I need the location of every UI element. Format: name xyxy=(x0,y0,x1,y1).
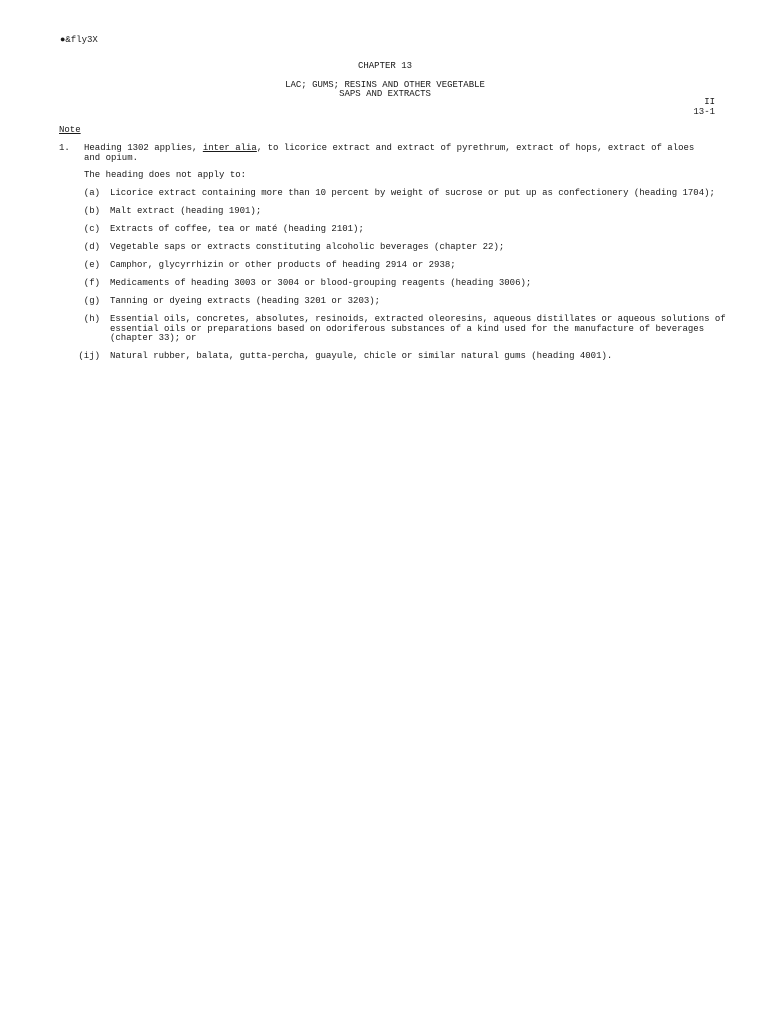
list-item-text: Essential oils, concretes, absolutes, resinoids, extracted oleoresins, aqueous distillates or aqueous solutions of essential oils or preparations based on odoriferous substances of a kind used for the manufacture of beverages (chapter 33); or xyxy=(110,314,726,343)
note-intro: The heading does not apply to: xyxy=(84,170,247,180)
note-number: 1. xyxy=(59,143,70,153)
note-text xyxy=(84,144,714,163)
list-item-label: (ij) xyxy=(78,351,100,361)
list-item-label: (g) xyxy=(83,296,100,306)
note-text-before: Heading 1302 applies, xyxy=(84,143,203,153)
list-item-text: Tanning or dyeing extracts (heading 3201 or 3203); xyxy=(110,296,381,306)
list-item-label: (f) xyxy=(83,278,100,288)
list-item-text: Natural rubber, balata, gutta-percha, guayule, chicle or similar natural gums (heading 4001). xyxy=(110,351,613,361)
note-emphasis: inter alia xyxy=(202,143,257,153)
document-code: ●&fly3X xyxy=(60,35,98,45)
note-heading: Note xyxy=(59,125,81,135)
note-text-after: , to licorice extract and extract of pyrethrum, extract of hops, extract of aloes and opium. xyxy=(84,143,695,163)
chapter-title-line2: SAPS AND EXTRACTS xyxy=(339,89,431,99)
list-item-text: Extracts of coffee, tea or maté (heading 2101); xyxy=(110,224,364,234)
list-item-label: (c) xyxy=(83,224,100,234)
chapter-title-line1: LAC; GUMS; RESINS AND OTHER VEGETABLE xyxy=(285,80,485,90)
list-item-text: Camphor, glycyrrhizin or other products of heading 2914 or 2938; xyxy=(110,260,456,270)
list-item-label: (e) xyxy=(83,260,100,270)
list-item-text: Vegetable saps or extracts constituting alcoholic beverages (chapter 22); xyxy=(110,242,505,252)
list-item-text: Malt extract (heading 1901); xyxy=(110,206,262,216)
list-item-label: (a) xyxy=(83,188,100,198)
chapter-number: CHAPTER 13 xyxy=(357,61,412,71)
list-item-text: Licorice extract containing more than 10 percent by weight of sucrose or put up as confectionery (heading 1704); xyxy=(110,188,715,198)
page-reference: 13-1 xyxy=(693,107,715,117)
list-item-label: (h) xyxy=(83,314,100,324)
section-reference: II xyxy=(704,97,715,107)
list-item-text: Medicaments of heading 3003 or 3004 or blood-grouping reagents (heading 3006); xyxy=(110,278,532,288)
list-item-label: (b) xyxy=(83,206,100,216)
list-item-label: (d) xyxy=(83,242,100,252)
